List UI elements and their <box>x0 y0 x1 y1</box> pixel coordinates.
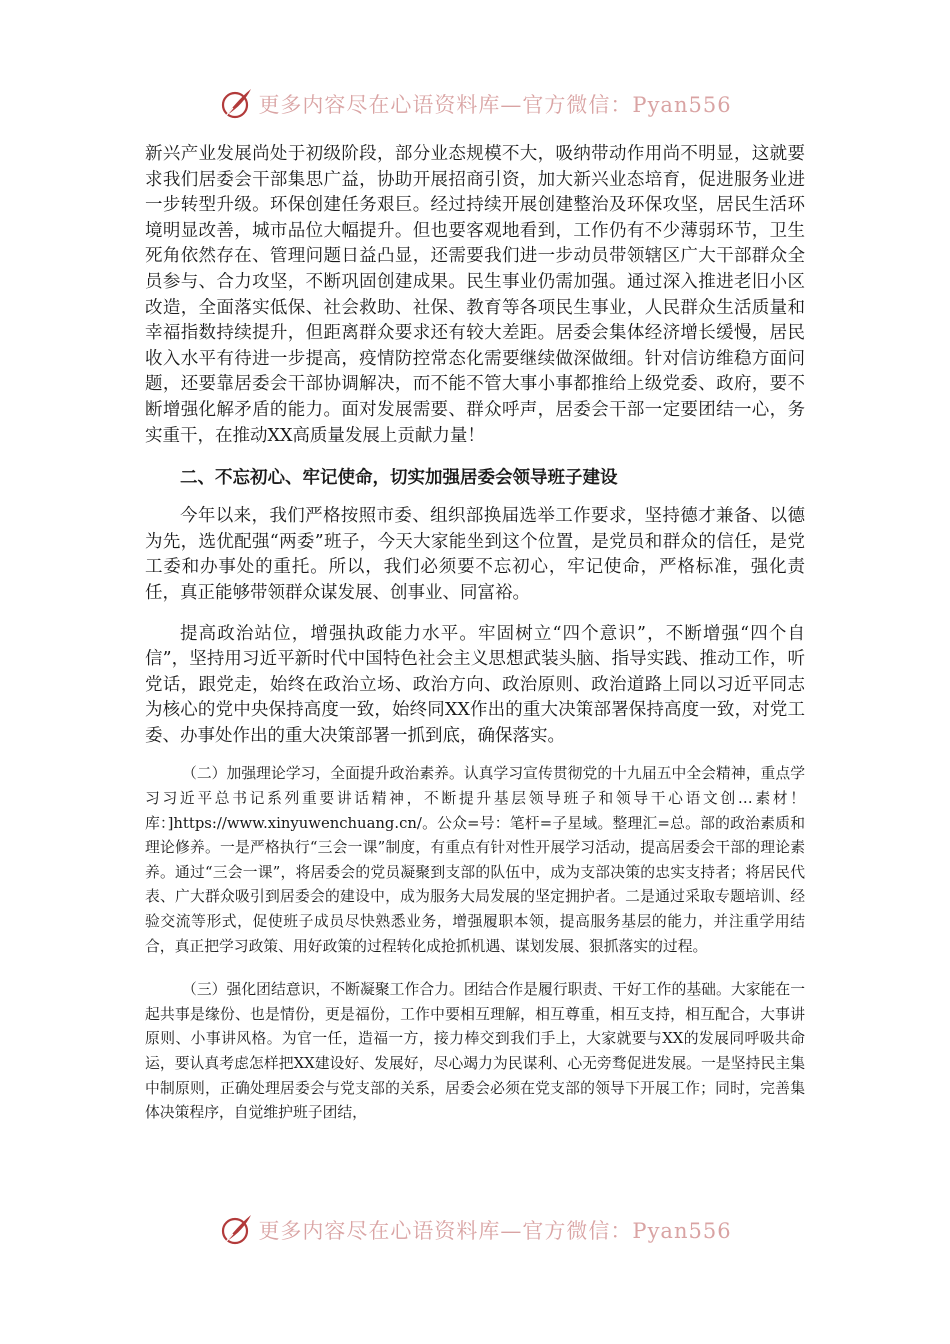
header-banner-text: 更多内容尽在心语资料库—官方微信：Pyan556 <box>258 93 732 117</box>
section-heading-2: 二、不忘初心、牢记使命，切实加强居委会领导班子建设 <box>180 468 618 489</box>
document-body <box>145 142 805 1126</box>
paragraph-4: （二）加强理论学习，全面提升政治素养。认真学习宣传贯彻党的十九届五中全会精神，重点学习习近平总书记系列重要讲话精神，不断提升基层领导班子和领导干心语文创…素材！库：]https://www.xinyuwenchuang.cn/。公众=号：笔杆=子星域。整理汇=总。部的政治素质和理论修养。一是严格执行“三会一课”制度，有重点有针对性开展学习活动，提高居委会干部的理论素养。通过“三会一课”，将居委会的党员凝聚到支部的队伍中，成为支部决策的忠实支持者；将居民代表、广大群众吸引到居委会的建设中，成为服务大局发展的坚定拥护者。二是通过采取专题培训、经验交流等形式，促使班子成员尽快熟悉业务，增强履职本领，提高服务基层的能力，并注重学用结合，真正把学习政策、用好政策的过程转化成抢抓机遇、谋划发展、狠抓落实的过程。 <box>145 765 805 955</box>
quill-logo-icon <box>218 1212 254 1248</box>
paragraph-2: 今年以来，我们严格按照市委、组织部换届选举工作要求，坚持德才兼备、以德为先，选优配强“两委”班子，今天大家能坐到这个位置，是党员和群众的信任，是党工委和办事处的重托。所以，我们必须要不忘初心，牢记使命，严格标准，强化责任，真正能够带领群众谋发展、创事业、同富裕。 <box>145 506 805 603</box>
paragraph-3: 提高政治站位，增强执政能力水平。牢固树立“四个意识”，不断增强“四个自信”，坚持用习近平新时代中国特色社会主义思想武装头脑、指导实践、推动工作，听党话，跟党走，始终在政治立场、政治方向、政治原则、政治道路上同以习近平同志为核心的党中央保持高度一致，始终同XX作出的重大决策部署保持高度一致，对党工委、办事处作出的重大决策部署一抓到底，确保落实。 <box>145 623 805 746</box>
paragraph-5: （三）强化团结意识，不断凝聚工作合力。团结合作是履行职责、干好工作的基础。大家能在一起共事是缘份、也是情份，更是福份，工作中要相互理解，相互尊重，相互支持，相互配合，大事讲原则、小事讲风格。为官一任，造福一方，接力棒交到我们手上，大家就要与XX的发展同呼吸共命运，要认真考虑怎样把XX建设好、发展好，尽心竭力为民谋利、心无旁骛促进发展。一是坚持民主集中制原则，正确处理居委会与党支部的关系，居委会必须在党支部的领导下开展工作；同时，完善集体决策程序，自觉维护班子团结， <box>145 981 805 1122</box>
footer-banner <box>0 1208 950 1252</box>
header-banner <box>0 82 950 126</box>
footer-banner-text: 更多内容尽在心语资料库—官方微信：Pyan556 <box>258 1219 732 1243</box>
quill-logo-icon <box>218 86 254 122</box>
paragraph-1: 新兴产业发展尚处于初级阶段，部分业态规模不大，吸纳带动作用尚不明显，这就要求我们居委会干部集思广益，协助开展招商引资，加大新兴业态培育，促进服务业进一步转型升级。环保创建任务艰巨。经过持续开展创建整治及环保攻坚，居民生活环境明显改善，城市品位大幅提升。但也要客观地看到，工作仍有不少薄弱环节，卫生死角依然存在、管理问题日益凸显，还需要我们进一步动员带领辖区广大干部群众全员参与、合力攻坚，不断巩固创建成果。民生事业仍需加强。通过深入推进老旧小区改造，全面落实低保、社会救助、社保、教育等各项民生事业，人民群众生活质量和幸福指数持续提升，但距离群众要求还有较大差距。居委会集体经济增长缓慢，居民收入水平有待进一步提高，疫情防控常态化需要继续做深做细。针对信访维稳方面问题，还要靠居委会干部协调解决，而不能不管大事小事都推给上级党委、政府，要不断增强化解矛盾的能力。面对发展需要、群众呼声，居委会干部一定要团结一心，务实重干，在推动XX高质量发展上贡献力量！ <box>145 144 805 446</box>
